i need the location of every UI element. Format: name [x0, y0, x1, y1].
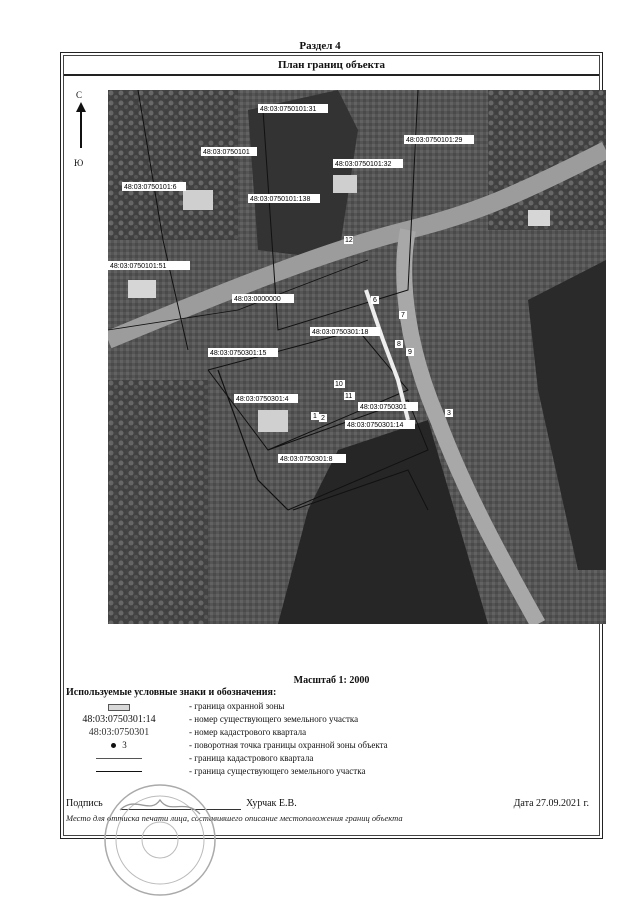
point-label [319, 414, 327, 422]
parcel-label [358, 402, 418, 411]
svg-text:48:03:0750101:29: 48:03:0750101:29 [406, 137, 463, 144]
legend-text: - граница кадастрового квартала [189, 753, 314, 763]
legend-title: Используемые условные знаки и обозначения: [66, 687, 277, 698]
legend-text: - граница существующего земельного участка [189, 766, 366, 776]
section-title: Раздел 4 [299, 40, 341, 52]
document-date: Дата 27.09.2021 г. [513, 798, 589, 809]
svg-text:10: 10 [335, 381, 343, 388]
map-svg [108, 90, 606, 624]
point-label [344, 392, 355, 400]
svg-text:48:03:0000000: 48:03:0000000 [234, 296, 281, 303]
parcel-label [345, 420, 415, 429]
south-label: Ю [74, 158, 84, 168]
legend-symbol [64, 740, 174, 750]
svg-text:48:03:0750101:51: 48:03:0750101:51 [110, 263, 167, 270]
point-label [395, 340, 403, 348]
svg-text:48:03:0750101: 48:03:0750101 [203, 149, 250, 156]
svg-text:48:03:0750301:4: 48:03:0750301:4 [236, 396, 289, 403]
legend-text: - номер кадастрового квартала [189, 727, 307, 737]
legend-text: - номер существующего земельного участка [189, 714, 359, 724]
parcel-label [122, 182, 186, 191]
point-dot-icon [111, 743, 116, 748]
point-label [371, 296, 379, 304]
legend-item [64, 714, 604, 727]
svg-text:3: 3 [447, 410, 451, 417]
tree-area [108, 90, 238, 240]
svg-text:48:03:0750301:8: 48:03:0750301:8 [280, 456, 333, 463]
svg-text:7: 7 [401, 312, 405, 319]
north-label: С [76, 90, 83, 100]
inner-frame [63, 55, 600, 836]
building [258, 410, 288, 432]
point-label [311, 412, 319, 420]
point-label [445, 409, 453, 417]
legend-symbol: 48:03:0750301:14 [82, 714, 156, 725]
building [528, 210, 550, 226]
tree-area [108, 380, 208, 624]
building [183, 190, 213, 210]
compass [72, 90, 92, 170]
parcel-label [208, 348, 278, 357]
zone-boundary-symbol [108, 704, 130, 711]
parcel-label [333, 159, 403, 168]
point-label [334, 380, 345, 388]
svg-text:48:03:0750301:14: 48:03:0750301:14 [347, 422, 404, 429]
parcel-label [258, 104, 328, 113]
page-title: План границ объекта [64, 56, 599, 76]
point-label [399, 311, 407, 319]
svg-text:48:03:0750101:31: 48:03:0750101:31 [260, 106, 317, 113]
svg-text:2: 2 [321, 415, 325, 422]
signature-label: Подпись [66, 798, 103, 809]
svg-text:1: 1 [313, 413, 317, 420]
legend-text: - граница охранной зоны [189, 701, 285, 711]
building [333, 175, 357, 193]
legend-item [64, 766, 604, 779]
stamp-seal-icon [100, 780, 220, 900]
svg-text:48:03:0750101:138: 48:03:0750101:138 [250, 196, 311, 203]
svg-text:9: 9 [408, 349, 412, 356]
parcel-label [234, 394, 298, 403]
legend-symbol: 48:03:0750301 [88, 727, 150, 738]
svg-text:48:03:0750301:18: 48:03:0750301:18 [312, 329, 369, 336]
aerial-map [108, 90, 606, 624]
svg-text:12: 12 [345, 237, 353, 244]
legend-symbol [64, 753, 174, 763]
parcel-label [108, 261, 190, 270]
parcel-label [310, 327, 380, 336]
svg-text:8: 8 [397, 341, 401, 348]
svg-text:48:03:0750101:6: 48:03:0750101:6 [124, 184, 177, 191]
point-label [344, 236, 353, 244]
document-frame [60, 52, 603, 839]
svg-text:11: 11 [345, 393, 353, 400]
point-label [406, 348, 414, 356]
signer-name: Хурчак Е.В. [246, 798, 297, 809]
legend-item [64, 727, 604, 740]
quarter-line-symbol [96, 758, 142, 759]
parcel-label [404, 135, 474, 144]
parcel-line-symbol [96, 771, 142, 772]
stamp-note: Место для оттиска печати лица, составившего описание местоположения границ объекта [66, 813, 403, 823]
parcel-label [201, 147, 257, 156]
legend-text: - поворотная точка границы охранной зоны объекта [189, 740, 388, 750]
svg-text:6: 6 [373, 297, 377, 304]
svg-text:48:03:0750101:32: 48:03:0750101:32 [335, 161, 392, 168]
legend-item [64, 740, 604, 753]
legend-symbol [64, 766, 174, 776]
compass-line [80, 110, 82, 148]
legend-item [64, 753, 604, 766]
building [128, 280, 156, 298]
legend-item [64, 701, 604, 714]
svg-text:48:03:0750301: 48:03:0750301 [360, 404, 407, 411]
scale-label: Масштаб 1: 2000 [293, 675, 370, 686]
legend-symbol [64, 701, 174, 713]
parcel-label [248, 194, 320, 203]
parcel-label [232, 294, 294, 303]
point-number: 3 [122, 740, 127, 750]
svg-text:48:03:0750301:15: 48:03:0750301:15 [210, 350, 267, 357]
parcel-label [278, 454, 346, 463]
